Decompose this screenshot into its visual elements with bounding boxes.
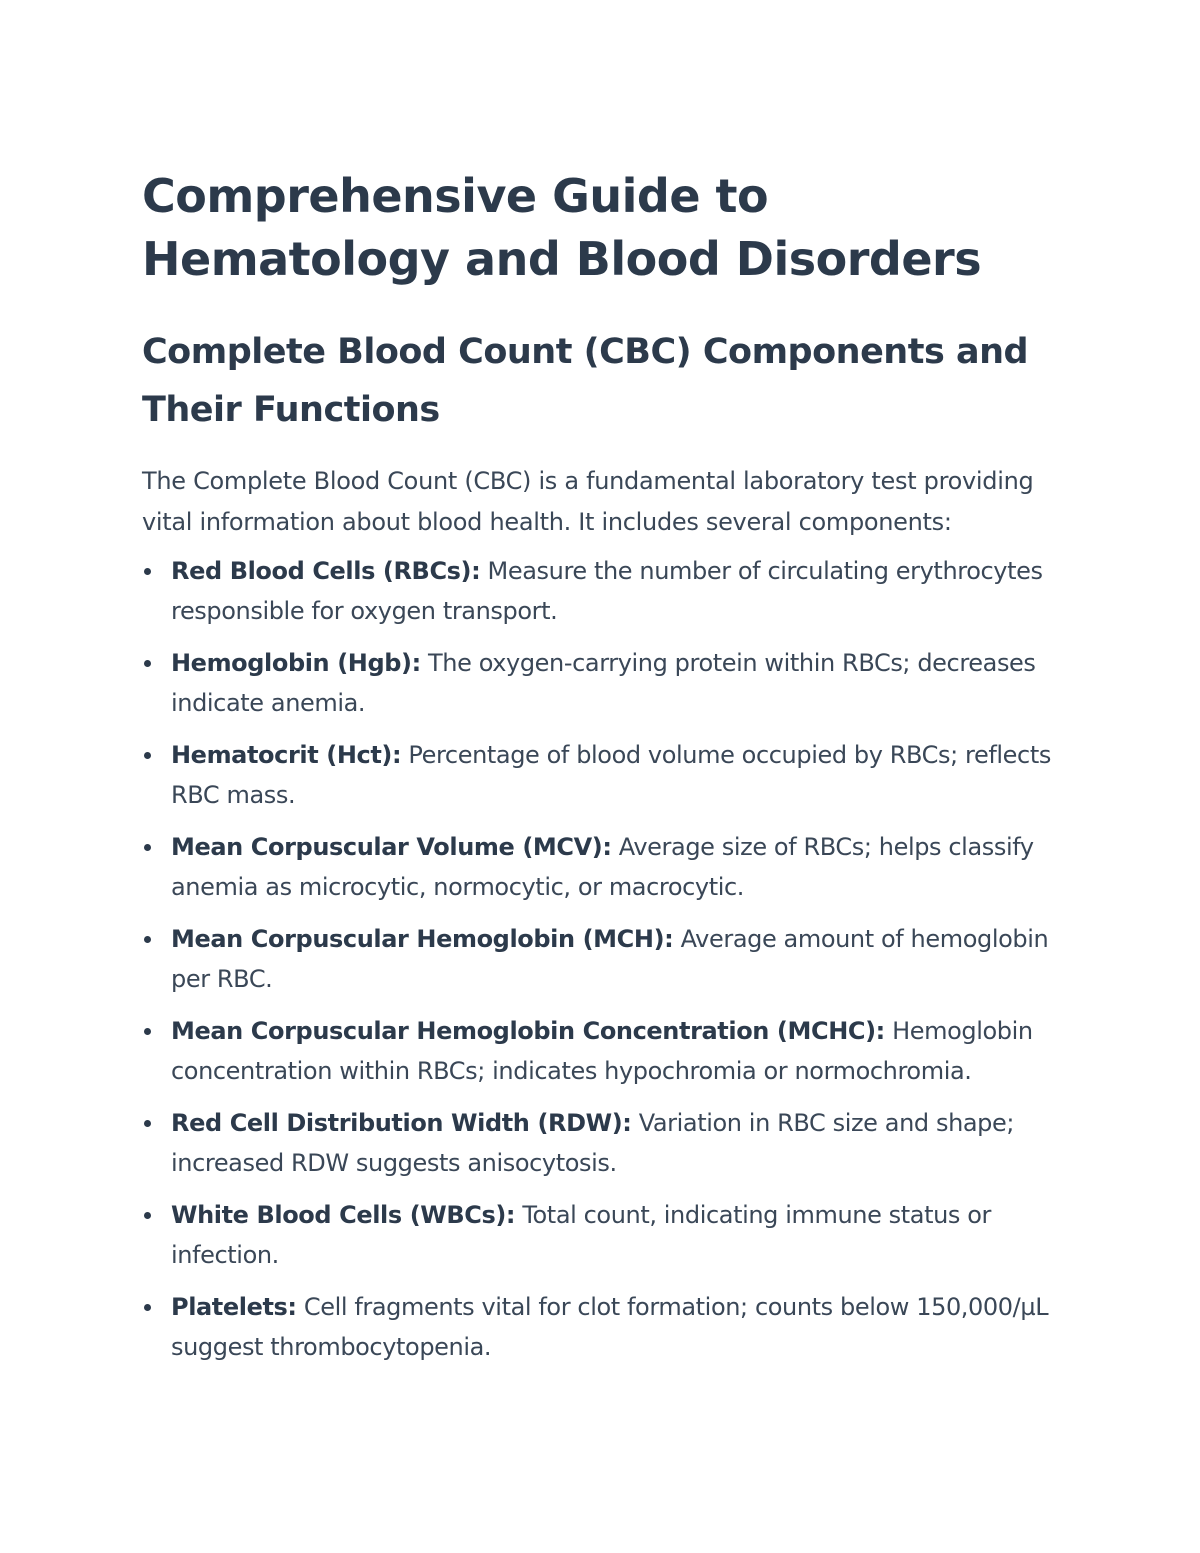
bullet-icon bbox=[144, 660, 151, 667]
list-item-wbc bbox=[142, 1195, 1072, 1275]
document-page bbox=[142, 165, 1072, 1379]
bullet-icon bbox=[144, 844, 151, 851]
component-term: Hemoglobin (Hgb): bbox=[171, 649, 421, 677]
component-description: The oxygen-carrying protein within RBCs; decreases indicate anemia. bbox=[171, 649, 1036, 717]
component-term: Red Blood Cells (RBCs): bbox=[171, 557, 481, 585]
component-term: Mean Corpuscular Hemoglobin (MCH): bbox=[171, 925, 674, 953]
bullet-icon bbox=[144, 1212, 151, 1219]
component-term: Mean Corpuscular Hemoglobin Concentration (MCHC): bbox=[171, 1017, 885, 1045]
intro-paragraph: The Complete Blood Count (CBC) is a fundamental laboratory test providing vital information about blood health. It includes several components: bbox=[142, 467, 1034, 536]
bullet-icon bbox=[144, 936, 151, 943]
bullet-icon bbox=[144, 1304, 151, 1311]
list-item-rdw bbox=[142, 1103, 1072, 1183]
component-term: Hematocrit (Hct): bbox=[171, 741, 402, 769]
document-title: Comprehensive Guide to Hematology and Blood Disorders bbox=[142, 169, 982, 286]
section-heading: Complete Blood Count (CBC) Components and Their Functions bbox=[142, 332, 1029, 430]
list-item-platelets bbox=[142, 1287, 1072, 1367]
component-description: Hemoglobin concentration within RBCs; indicates hypochromia or normochromia. bbox=[171, 1017, 1033, 1085]
list-item-hemoglobin bbox=[142, 643, 1072, 723]
bullet-icon bbox=[144, 1120, 151, 1127]
bullet-icon bbox=[144, 568, 151, 575]
component-term: White Blood Cells (WBCs): bbox=[171, 1201, 516, 1229]
component-description: Average amount of hemoglobin per RBC. bbox=[171, 925, 1049, 993]
list-item-hematocrit bbox=[142, 735, 1072, 815]
component-term: Platelets: bbox=[171, 1293, 297, 1321]
component-description: Percentage of blood volume occupied by RBCs; reflects RBC mass. bbox=[171, 741, 1051, 809]
component-term: Red Cell Distribution Width (RDW): bbox=[171, 1109, 632, 1137]
bullet-icon bbox=[144, 752, 151, 759]
list-item-mchc bbox=[142, 1011, 1072, 1091]
list-item-mcv bbox=[142, 827, 1072, 907]
bullet-icon bbox=[144, 1028, 151, 1035]
component-description: Measure the number of circulating erythrocytes responsible for oxygen transport. bbox=[171, 557, 1043, 625]
list-item-rbc bbox=[142, 551, 1072, 631]
component-description: Cell fragments vital for clot formation; counts below 150,000/µL suggest thrombocytopenia. bbox=[171, 1293, 1049, 1361]
component-term: Mean Corpuscular Volume (MCV): bbox=[171, 833, 612, 861]
component-description: Average size of RBCs; helps classify anemia as microcytic, normocytic, or macrocytic. bbox=[171, 833, 1034, 901]
list-item-mch bbox=[142, 919, 1072, 999]
component-description: Total count, indicating immune status or infection. bbox=[171, 1201, 991, 1269]
component-description: Variation in RBC size and shape; increased RDW suggests anisocytosis. bbox=[171, 1109, 1015, 1177]
cbc-component-list bbox=[142, 551, 1072, 1367]
